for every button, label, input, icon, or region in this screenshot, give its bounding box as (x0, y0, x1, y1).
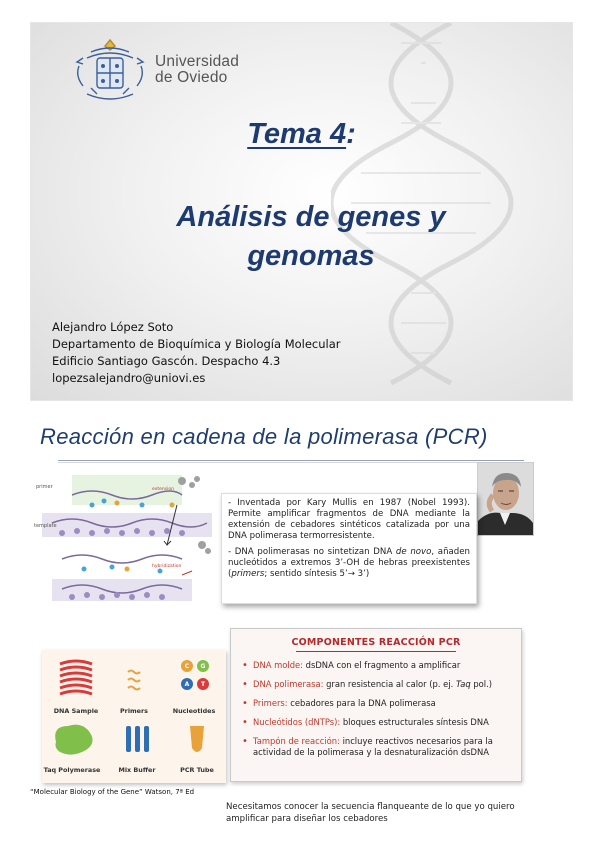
kit-label-dna-sample: DNA Sample (53, 707, 99, 715)
component-item: • Tampón de reacción: incluye reactivos necesarios para la actividad de la polimerasa y la desnaturalización dsDNA (253, 736, 513, 758)
lesson-number-word: Tema 4 (247, 118, 347, 150)
slide-title: Reacción en cadena de la polimerasa (PCR) (40, 424, 488, 449)
author-office: Edificio Santiago Gascón. Despacho 4.3 (52, 354, 281, 368)
svg-text:G: G (200, 663, 206, 670)
kit-label-pcr-tube: PCR Tube (180, 766, 214, 774)
lesson-title-line1: Análisis de genes y (176, 201, 446, 233)
primers-icon (128, 671, 140, 690)
kit-label-primers: Primers (120, 707, 148, 715)
svg-text:A: A (184, 681, 190, 688)
pcr-components-box (230, 628, 522, 782)
author-info (52, 319, 341, 387)
author-name: Alejandro López Soto (52, 320, 174, 334)
primer-design-note: Necesitamos conocer la secuencia flanqueante de lo que yo quiero amplificar para diseñar los cebadores (226, 802, 515, 824)
dna-sample-icon (60, 661, 92, 694)
kary-mullis-portrait (477, 462, 534, 536)
component-item: • Nucleótidos (dNTPs): bloques estructurales síntesis DNA (253, 717, 513, 728)
primer-label: primer (36, 484, 53, 490)
pcr-kit-icons (42, 650, 226, 783)
pcr-kit-illustration (42, 650, 226, 783)
figure-citation: “Molecular Biology of the Gene” Watson, 7ª Ed (30, 788, 195, 796)
component-item: • DNA polimerasa: gran resistencia al calor (p. ej. Taq pol.) (253, 679, 513, 690)
mix-buffer-icon (126, 726, 149, 752)
component-item: • DNA molde: dsDNA con el fragmento a amplificar (253, 660, 513, 671)
lesson-number (31, 118, 572, 151)
extension-label: extension (152, 487, 174, 492)
pcr-info-box (221, 493, 477, 604)
template-label: template (34, 523, 57, 529)
pcr-slide (30, 418, 571, 838)
title-slide (30, 22, 573, 401)
pcr-tube-icon (190, 726, 204, 752)
lesson-title-line2: genomas (247, 240, 375, 272)
kit-label-nucleotides: Nucleotides (172, 707, 216, 715)
taq-polymerase-icon (55, 725, 92, 755)
svg-text:C: C (184, 663, 190, 670)
author-department: Departamento de Bioquímica y Biología Molecular (52, 337, 341, 351)
title-divider-shadow (58, 462, 524, 463)
university-name: Universidad de Oviedo (155, 53, 240, 86)
components-title-underline (296, 651, 456, 652)
pcr-info-polymerase: - DNA polimerasas no sintetizan DNA de novo, añaden nucleótidos a extremos 3’-OH de hebras preexistentes (primers; sentido síntesis 5’→ 3’) (228, 547, 470, 579)
university-crest-logo (69, 36, 151, 108)
pcr-info-invention: - Inventada por Kary Mullis en 1987 (Nobel 1993). Permite amplificar fragmentos de DNA mediante la extensión de cebadores sintéticos catalizada por una DNA polimerasa termorresistente. (228, 498, 470, 541)
kit-label-taq-polymerase: Taq Polymerase (43, 766, 101, 774)
hybridization-label: hybridization (152, 564, 182, 569)
author-email: lopezsalejandro@uniovi.es (52, 371, 206, 385)
nucleotides-icon (181, 660, 209, 690)
kit-label-mix-buffer: Mix Buffer (118, 766, 156, 774)
lesson-title (101, 198, 521, 276)
title-divider (58, 460, 524, 461)
components-list (239, 660, 513, 758)
svg-text:T: T (200, 681, 206, 688)
components-title: COMPONENTES REACCIÓN PCR (291, 637, 461, 648)
lesson-number-colon: : (346, 118, 356, 150)
component-item: • Primers: cebadores para la DNA polimerasa (253, 698, 513, 709)
pcr-mechanism-diagram (32, 475, 214, 625)
